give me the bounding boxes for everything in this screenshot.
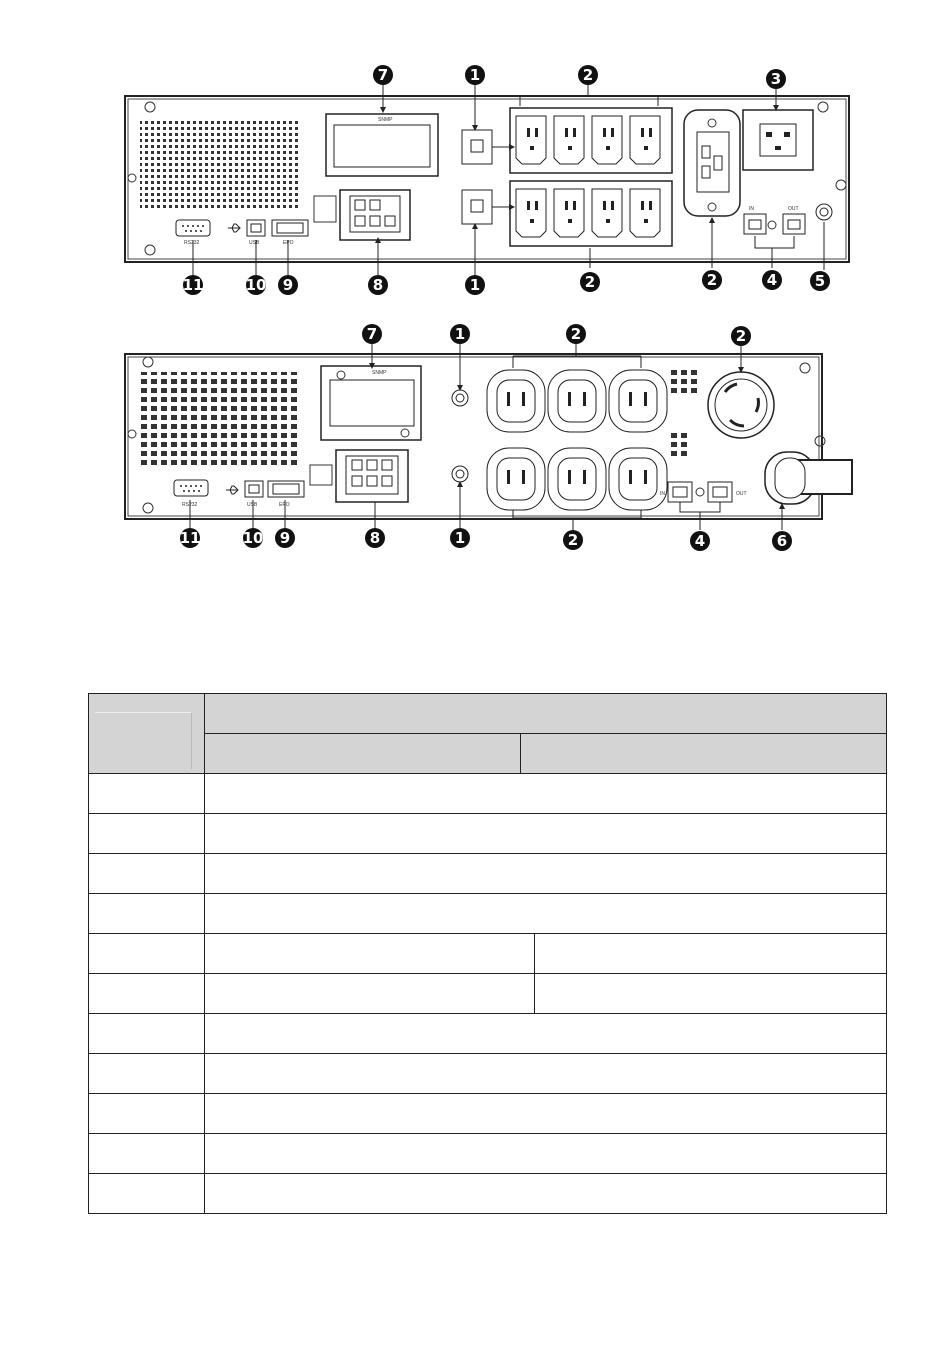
callout-2 bbox=[566, 324, 586, 344]
svg-text:2: 2 bbox=[567, 531, 579, 549]
top-rear-panel bbox=[125, 83, 849, 276]
svg-text:8: 8 bbox=[369, 529, 381, 547]
table-row bbox=[89, 854, 887, 894]
callout-1 bbox=[450, 324, 470, 344]
bottom-rear-panel bbox=[125, 342, 852, 530]
callout-7 bbox=[373, 65, 393, 85]
callout-7 bbox=[362, 324, 382, 344]
epo-label: EPO bbox=[279, 502, 290, 508]
callout-11 bbox=[180, 528, 201, 548]
callout-4 bbox=[762, 270, 782, 290]
vent-grille bbox=[140, 120, 300, 208]
svg-text:4: 4 bbox=[766, 271, 778, 289]
svg-text:10: 10 bbox=[245, 276, 267, 294]
in-label: IN bbox=[749, 206, 754, 212]
svg-text:8: 8 bbox=[372, 276, 384, 294]
table-subheader-row bbox=[89, 734, 887, 774]
table-row bbox=[89, 934, 887, 974]
svg-text:7: 7 bbox=[366, 325, 378, 343]
table-subheader-cell bbox=[521, 734, 887, 774]
callout-11 bbox=[183, 275, 204, 295]
svg-text:1: 1 bbox=[454, 325, 466, 343]
callout-8 bbox=[365, 528, 385, 548]
table-header-row bbox=[89, 694, 887, 734]
svg-text:1: 1 bbox=[454, 529, 466, 547]
callout-2 bbox=[731, 326, 751, 346]
snmp-label: SNMP bbox=[372, 370, 387, 376]
callout-2 bbox=[578, 65, 598, 85]
usb-label: USB bbox=[247, 502, 258, 508]
callout-1 bbox=[465, 65, 485, 85]
callout-1 bbox=[465, 275, 485, 295]
svg-text:4: 4 bbox=[694, 532, 706, 550]
svg-text:1: 1 bbox=[469, 276, 481, 294]
callout-3 bbox=[766, 69, 786, 89]
in-label: IN bbox=[660, 491, 665, 497]
out-label: OUT bbox=[788, 206, 799, 212]
svg-text:1: 1 bbox=[469, 66, 481, 84]
table-row bbox=[89, 1174, 887, 1214]
table-row bbox=[89, 894, 887, 934]
table-subheader-cell bbox=[205, 734, 521, 774]
rs232-label: RS232 bbox=[184, 240, 200, 246]
usb-label: USB bbox=[249, 240, 260, 246]
callout-2 bbox=[563, 530, 583, 550]
callout-1 bbox=[450, 528, 470, 548]
callout-10 bbox=[246, 275, 267, 295]
callout-2 bbox=[580, 272, 600, 292]
svg-text:3: 3 bbox=[770, 70, 782, 88]
svg-text:2: 2 bbox=[570, 325, 582, 343]
table-row bbox=[89, 774, 887, 814]
epo-label: EPO bbox=[283, 240, 294, 246]
table-row bbox=[89, 814, 887, 854]
callout-8 bbox=[368, 275, 388, 295]
callout-10 bbox=[243, 528, 264, 548]
table-row bbox=[89, 1014, 887, 1054]
snmp-label: SNMP bbox=[378, 117, 393, 123]
table-row bbox=[89, 1094, 887, 1134]
svg-text:11: 11 bbox=[182, 276, 204, 294]
power-cord bbox=[765, 452, 852, 504]
callout-9 bbox=[278, 275, 298, 295]
svg-text:9: 9 bbox=[282, 276, 294, 294]
vent-grille bbox=[140, 372, 300, 468]
table-row bbox=[89, 974, 887, 1014]
callout-4 bbox=[690, 531, 710, 551]
table-header-cell bbox=[205, 694, 887, 734]
svg-text:2: 2 bbox=[582, 66, 594, 84]
callout-5 bbox=[810, 271, 830, 291]
svg-text:7: 7 bbox=[377, 66, 389, 84]
callout-2 bbox=[702, 270, 722, 290]
out-label: OUT bbox=[736, 491, 747, 497]
svg-text:11: 11 bbox=[179, 529, 201, 547]
svg-text:10: 10 bbox=[242, 529, 264, 547]
table-row bbox=[89, 1054, 887, 1094]
callout-9 bbox=[275, 528, 295, 548]
svg-text:9: 9 bbox=[279, 529, 291, 547]
svg-text:2: 2 bbox=[706, 271, 718, 289]
svg-text:2: 2 bbox=[735, 327, 747, 345]
svg-text:6: 6 bbox=[776, 532, 788, 550]
table-row bbox=[89, 1134, 887, 1174]
callout-6 bbox=[772, 531, 792, 551]
rs232-label: RS232 bbox=[182, 502, 198, 508]
table-corner-cell bbox=[89, 694, 205, 774]
svg-text:2: 2 bbox=[584, 273, 596, 291]
spec-table bbox=[88, 693, 887, 1214]
svg-text:5: 5 bbox=[814, 272, 826, 290]
